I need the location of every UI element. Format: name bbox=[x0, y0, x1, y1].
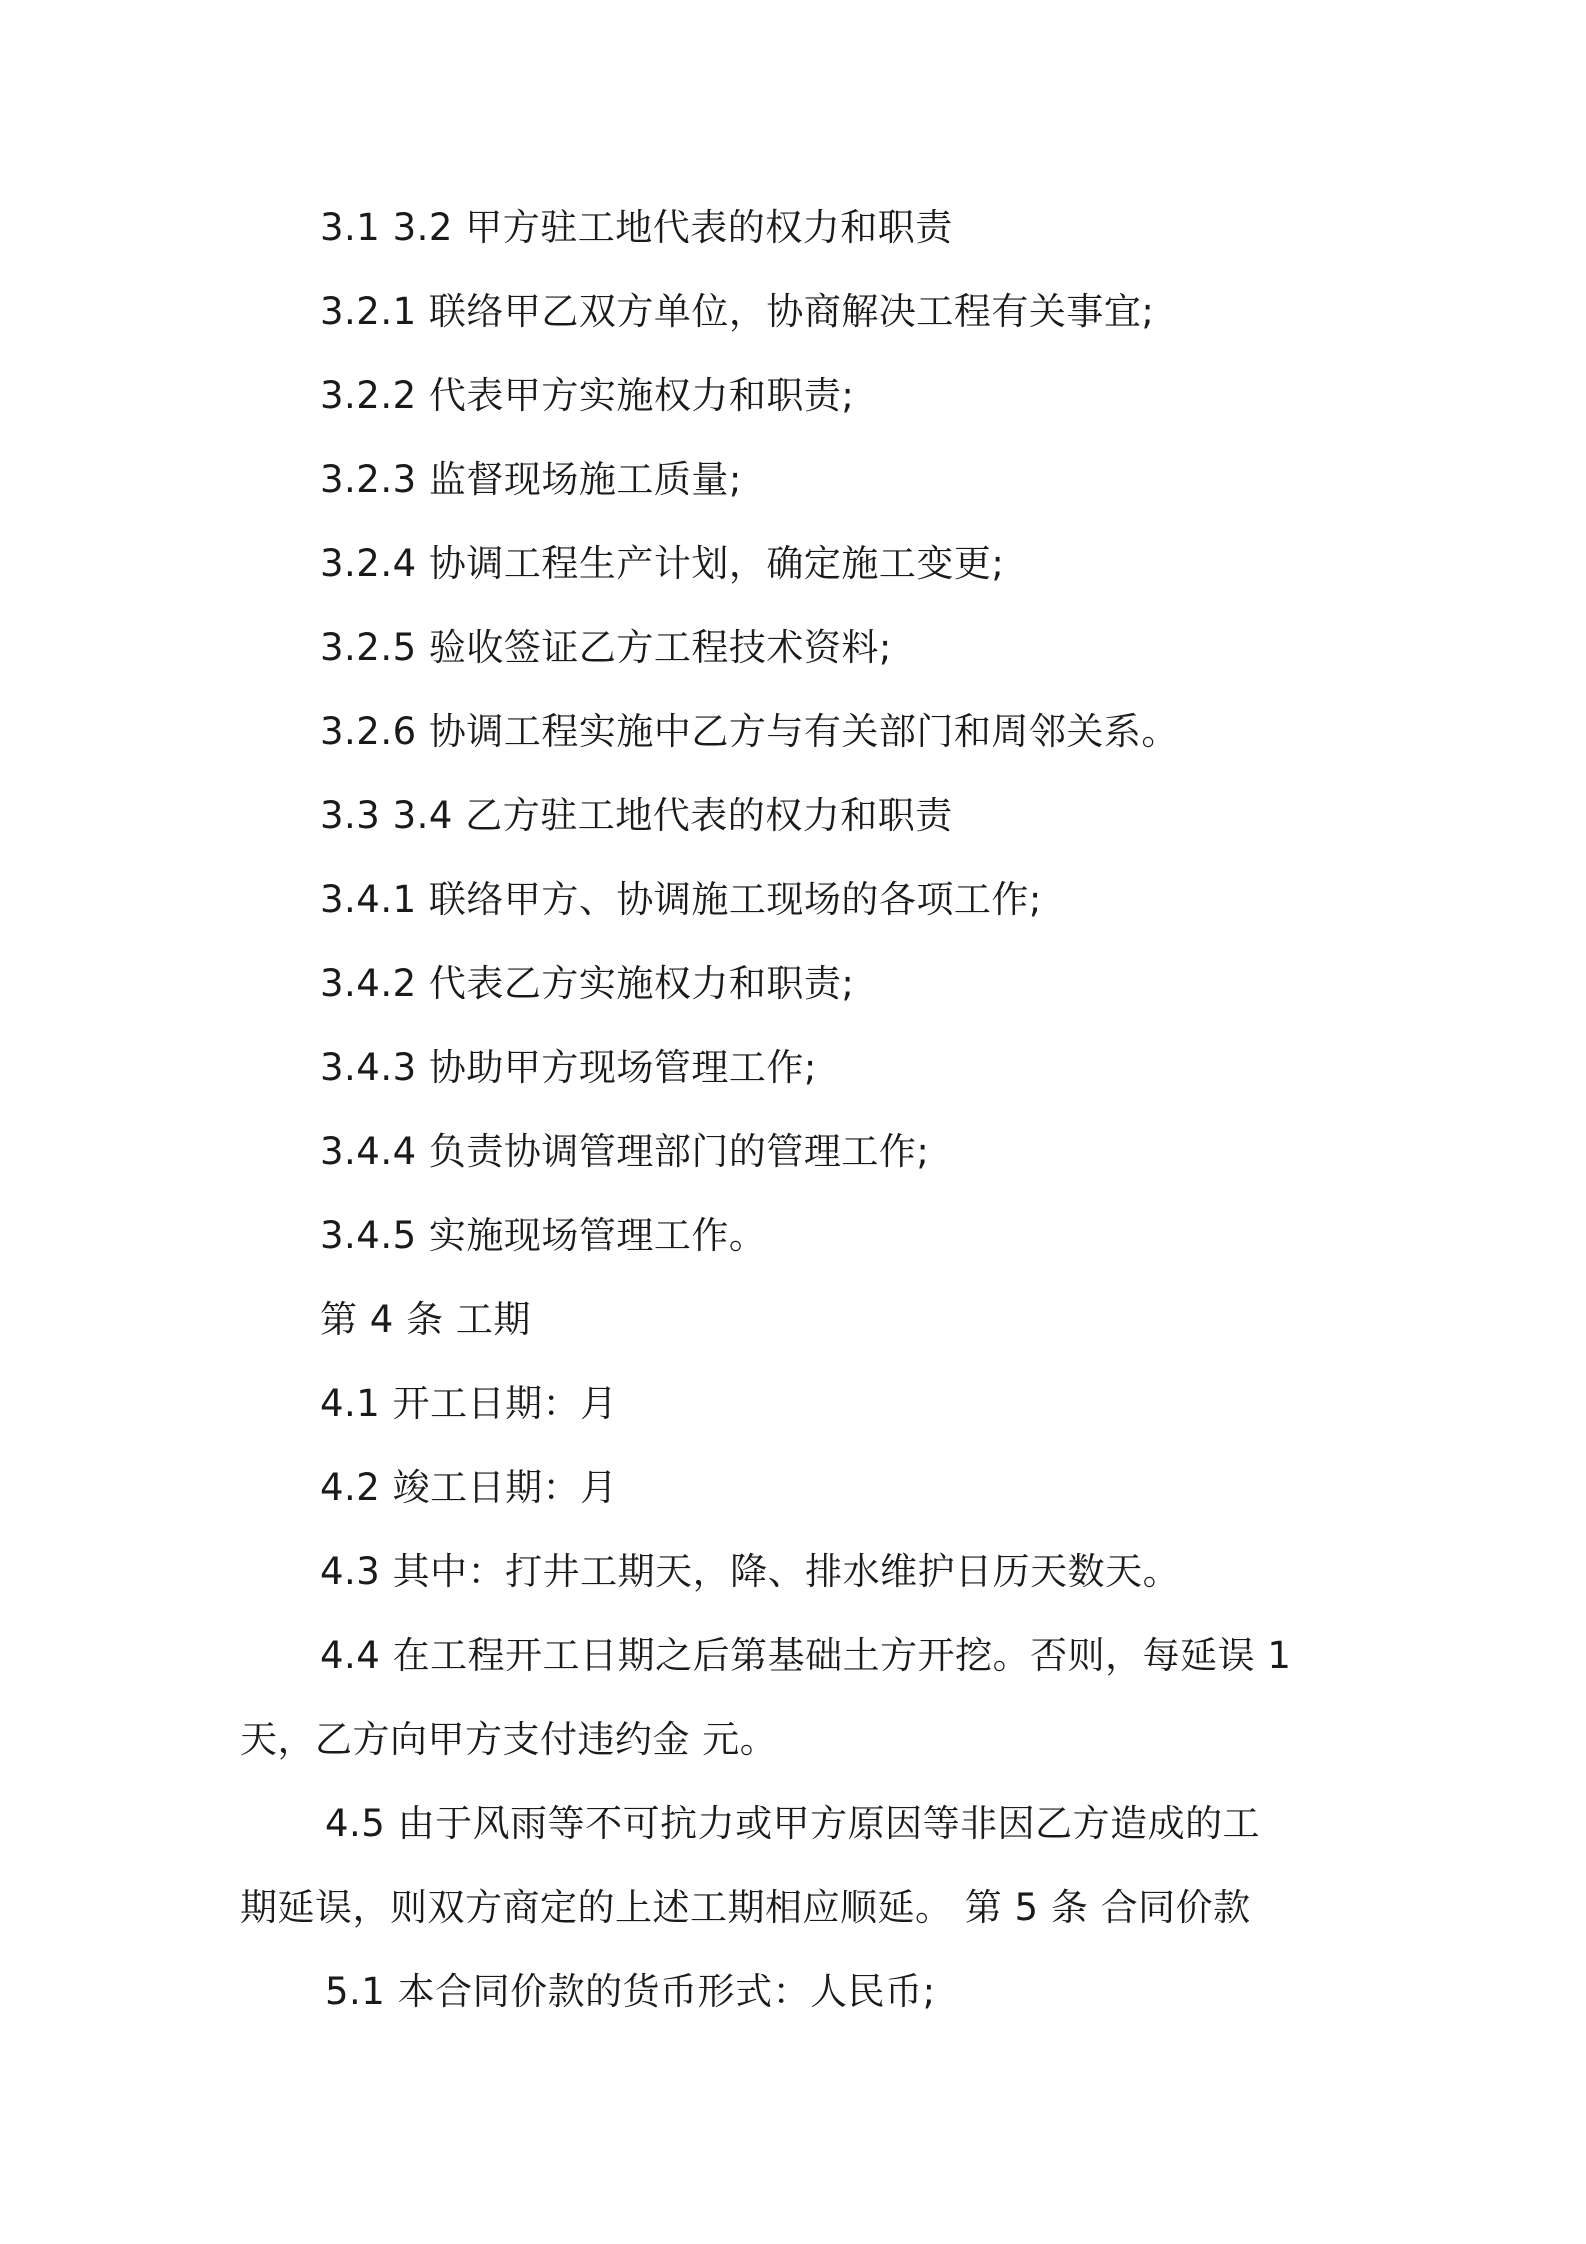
clause-5-1: 5.1 本合同价款的货币形式：人民币; bbox=[325, 1970, 936, 2013]
clause-4-5-continued: 期延误，则双方商定的上述工期相应顺延。 第 5 条 合同价款 bbox=[240, 1886, 1251, 1929]
clause-4-1: 4.1 开工日期：月 bbox=[320, 1382, 618, 1425]
clause-3-2-heading: 3.1 3.2 甲方驻工地代表的权力和职责 bbox=[320, 206, 953, 249]
article-4-heading: 第 4 条 工期 bbox=[320, 1298, 531, 1341]
clause-3-2-6: 3.2.6 协调工程实施中乙方与有关部门和周邻关系。 bbox=[320, 710, 1179, 753]
clause-4-3: 4.3 其中：打井工期天，降、排水维护日历天数天。 bbox=[320, 1550, 1181, 1593]
clause-3-4-2: 3.4.2 代表乙方实施权力和职责; bbox=[320, 962, 855, 1005]
clause-3-2-4: 3.2.4 协调工程生产计划，确定施工变更; bbox=[320, 542, 1005, 585]
clause-4-2: 4.2 竣工日期：月 bbox=[320, 1466, 618, 1509]
clause-4-4-continued: 天，乙方向甲方支付违约金 元。 bbox=[240, 1718, 778, 1761]
clause-3-2-2: 3.2.2 代表甲方实施权力和职责; bbox=[320, 374, 855, 417]
clause-3-4-1: 3.4.1 联络甲方、协调施工现场的各项工作; bbox=[320, 878, 1042, 921]
clause-3-4-5: 3.4.5 实施现场管理工作。 bbox=[320, 1214, 767, 1257]
clause-4-5: 4.5 由于风雨等不可抗力或甲方原因等非因乙方造成的工 bbox=[325, 1802, 1261, 1845]
clause-3-2-3: 3.2.3 监督现场施工质量; bbox=[320, 458, 742, 501]
clause-3-4-4: 3.4.4 负责协调管理部门的管理工作; bbox=[320, 1130, 930, 1173]
clause-3-2-1: 3.2.1 联络甲乙双方单位，协商解决工程有关事宜; bbox=[320, 290, 1155, 333]
clause-3-4-3: 3.4.3 协助甲方现场管理工作; bbox=[320, 1046, 817, 1089]
clause-3-4-heading: 3.3 3.4 乙方驻工地代表的权力和职责 bbox=[320, 794, 953, 837]
clause-4-4: 4.4 在工程开工日期之后第基础土方开挖。否则，每延误 1 bbox=[320, 1634, 1292, 1677]
clause-3-2-5: 3.2.5 验收签证乙方工程技术资料; bbox=[320, 626, 892, 669]
